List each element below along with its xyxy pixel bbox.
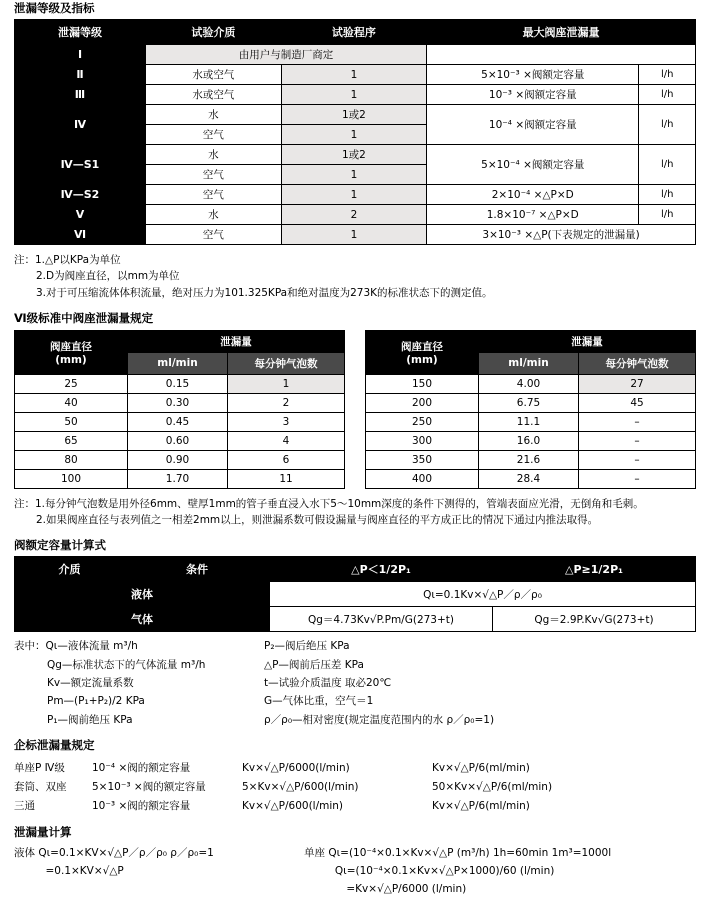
cell-formula-lmin: 5×Kv×√△P/600(l/min) — [242, 781, 359, 794]
header-medium: 试验介质 — [146, 20, 282, 45]
cell-type: 套筒、双座 — [14, 781, 67, 794]
cell-diameter: 300 — [366, 431, 479, 450]
header-condition: 条件 — [125, 557, 270, 582]
cell-bubbles: 4 — [228, 431, 345, 450]
cell-leak: 10⁻⁴ ×阀额定容量 — [427, 105, 639, 145]
cell-mlmin: 0.15 — [128, 374, 228, 393]
leak-calc-right: 单座 Qι=(10⁻⁴×0.1×Kv×√△P (m³/h) 1h=60min 1m³=1000l — [304, 846, 612, 859]
leak-calc-left: 液体 Qι=0.1×KV×√△P／ρ／ρ₀ ρ／ρ₀=1 — [14, 846, 214, 859]
legend-item: t—试验介质温度 取必20℃ — [264, 677, 392, 690]
cell-formula-mlmin: 50×Kv×√△P/6(ml/min) — [432, 781, 553, 794]
note-line: 注：1.△P以KPa为单位 — [14, 254, 121, 266]
header-bubbles: 每分钟气泡数 — [228, 352, 345, 374]
cell-unit: l/h — [639, 85, 696, 105]
legend-column-left — [14, 637, 264, 729]
cell-mlmin: 21.6 — [479, 450, 579, 469]
legend-title-row — [14, 637, 264, 655]
legend-item-row — [14, 656, 264, 674]
cell-diameter: 350 — [366, 450, 479, 469]
cell-procedure: 2 — [281, 205, 426, 225]
cell-diameter: 250 — [366, 412, 479, 431]
cell-formula-lmin: Kv×√△P/6000(l/min) — [242, 762, 350, 775]
leak-calc-right: =Kv×√△P/6000 (l/min) — [346, 882, 467, 895]
cell-mlmin: 16.0 — [479, 431, 579, 450]
cell-mlmin: 6.75 — [479, 393, 579, 412]
leak-calc-block — [14, 845, 710, 898]
legend-item: G—气体比重，空气＝1 — [264, 695, 374, 708]
cell-mlmin: 1.70 — [128, 469, 228, 488]
cell-diameter: 400 — [366, 469, 479, 488]
legend-item: ρ／ρ₀—相对密度(规定温度范围内的水 ρ／ρ₀=1) — [264, 713, 495, 726]
table-row — [15, 450, 345, 469]
seat-leak-tables — [14, 330, 710, 489]
cell-medium: 空气 — [146, 185, 282, 205]
cell-liquid-label: 液体 — [15, 582, 270, 607]
table-header-row — [15, 330, 345, 352]
table-row — [366, 412, 696, 431]
table-row — [15, 374, 345, 393]
cell-diameter: 150 — [366, 374, 479, 393]
table-header-row — [366, 330, 696, 352]
header-medium: 介质 — [15, 557, 125, 582]
header-dp-less: △P＜1/2P₁ — [270, 557, 493, 582]
cell-unit: l/h — [639, 205, 696, 225]
cell-level: Ⅴ — [15, 205, 146, 225]
cell-coefficient: 5×10⁻³ ×阀的额定容量 — [92, 781, 206, 794]
cell-medium: 水或空气 — [146, 85, 282, 105]
table-row — [366, 450, 696, 469]
table-header-row — [15, 557, 696, 582]
cell-bubbles: 27 — [579, 374, 696, 393]
header-level: 泄漏等级 — [15, 20, 146, 45]
legend-column-right — [264, 637, 684, 729]
cell-mlmin: 0.90 — [128, 450, 228, 469]
legend-block — [14, 637, 710, 729]
leak-calc-row — [14, 863, 710, 881]
cell-leak: 2×10⁻⁴ ×△P×D — [427, 185, 639, 205]
table-row — [366, 393, 696, 412]
table-header-row — [15, 20, 696, 45]
section-title-enterprise-leak: 企标泄漏量规定 — [14, 738, 95, 753]
table-row — [15, 469, 345, 488]
section-title-leak-calc: 泄漏量计算 — [14, 824, 72, 839]
cell-procedure: 1 — [281, 185, 426, 205]
cell-gas-label: 气体 — [15, 607, 270, 632]
cell-bubbles: – — [579, 431, 696, 450]
enterprise-row — [14, 797, 710, 816]
table-row — [15, 145, 696, 165]
header-seat-diameter: 阀座直径 (mm) — [15, 330, 128, 374]
cell-procedure: 1 — [281, 125, 426, 145]
cell-leak: 3×10⁻³ ×△P(下表规定的泄漏量) — [427, 225, 696, 245]
cell-procedure: 1 — [281, 165, 426, 185]
table-row — [366, 374, 696, 393]
cell-level: Ⅱ — [15, 65, 146, 85]
cell-level: Ⅰ — [15, 45, 146, 65]
table-row — [15, 185, 696, 205]
table-row — [15, 431, 345, 450]
cell-unit: l/h — [639, 65, 696, 85]
cell-diameter: 65 — [15, 431, 128, 450]
section-title-capacity-formula: 阀额定容量计算式 — [14, 538, 106, 553]
cell-mlmin: 28.4 — [479, 469, 579, 488]
cell-bubbles: 3 — [228, 412, 345, 431]
cell-medium: 空气 — [146, 125, 282, 145]
leak-calc-row — [14, 845, 710, 863]
cell-bubbles: 11 — [228, 469, 345, 488]
cell-bubbles: 45 — [579, 393, 696, 412]
capacity-formula-table — [14, 556, 696, 632]
leak-calc-row — [14, 881, 710, 898]
cell-medium: 水 — [146, 145, 282, 165]
table-row — [15, 65, 696, 85]
legend-item: P₂—阀后绝压 KPa — [264, 640, 350, 653]
table-row — [15, 393, 345, 412]
legend-item: Qι—液体流量 m³/h — [45, 640, 138, 653]
cell-diameter: 200 — [366, 393, 479, 412]
cell-mlmin: 11.1 — [479, 412, 579, 431]
cell-bubbles: – — [579, 412, 696, 431]
cell-diameter: 50 — [15, 412, 128, 431]
table-row — [366, 431, 696, 450]
seat-leak-table-left — [14, 330, 345, 489]
table-row — [15, 225, 696, 245]
header-leak-amount: 泄漏量 — [128, 330, 345, 352]
header-leak-amount: 泄漏量 — [479, 330, 696, 352]
cell-bubbles: 6 — [228, 450, 345, 469]
legend-item-row — [14, 711, 264, 729]
header-procedure: 试验程序 — [281, 20, 426, 45]
leak-calc-spacer — [14, 881, 284, 898]
enterprise-row — [14, 778, 710, 797]
legend-item: Kv—额定流量系数 — [47, 677, 134, 690]
header-max-leak: 最大阀座泄漏量 — [427, 20, 696, 45]
cell-level: Ⅳ—S1 — [15, 145, 146, 185]
cell-bubbles: – — [579, 450, 696, 469]
legend-item: Pm—(P₁+P₂)/2 KPa — [47, 695, 145, 708]
cell-bubbles: – — [579, 469, 696, 488]
cell-gas-formula-right: Qg＝2.9P.Kv√G(273+t) — [493, 607, 696, 632]
cell-formula-mlmin: Kv×√△P/6(ml/min) — [432, 799, 530, 812]
header-dp-greater: △P≥1/2P₁ — [493, 557, 696, 582]
cell-coefficient: 10⁻⁴ ×阀的额定容量 — [92, 762, 191, 775]
leak-calc-left: =0.1×KV×√△P — [14, 864, 124, 877]
table-row — [15, 85, 696, 105]
cell-level: Ⅳ—S2 — [15, 185, 146, 205]
cell-formula-mlmin: Kv×√△P/6(ml/min) — [432, 762, 530, 775]
table-row — [15, 412, 345, 431]
legend-item: P₁—阀前绝压 KPa — [47, 713, 133, 726]
cell-leak: 5×10⁻⁴ ×阀额定容量 — [427, 145, 639, 185]
cell-unit: l/h — [639, 145, 696, 185]
enterprise-row — [14, 759, 710, 778]
cell-unit: l/h — [639, 185, 696, 205]
header-ml-min: ml/min — [128, 352, 228, 374]
section-title-leakage-grades: 泄漏等级及指标 — [14, 1, 95, 15]
note-line: 2.D为阀座直径，以mm为单位 — [36, 270, 180, 283]
cell-medium: 空气 — [146, 225, 282, 245]
cell-type: 单座P Ⅳ级 — [14, 762, 65, 775]
cell-diameter: 25 — [15, 374, 128, 393]
cell-unit: l/h — [639, 105, 696, 145]
cell-formula-lmin: Kv×√△P/600(l/min) — [242, 799, 344, 812]
cell-mlmin: 0.30 — [128, 393, 228, 412]
cell-mlmin: 4.00 — [479, 374, 579, 393]
cell-leak: 5×10⁻³ ×阀额定容量 — [427, 65, 639, 85]
leakage-grade-table — [14, 19, 696, 245]
header-seat-diameter: 阀座直径 (mm) — [366, 330, 479, 374]
cell-medium: 水或空气 — [146, 65, 282, 85]
notes-block-1 — [14, 252, 710, 301]
cell-procedure: 1或2 — [281, 145, 426, 165]
table-row — [15, 105, 696, 125]
cell-mlmin: 0.60 — [128, 431, 228, 450]
table-row — [15, 582, 696, 607]
note-line: 3.对于可压缩流体体积流量，绝对压力为101.325KPa和绝对温度为273K的标准状态下的测定值。 — [36, 286, 493, 299]
cell-level: Ⅳ — [15, 105, 146, 145]
cell-procedure: 1或2 — [281, 105, 426, 125]
legend-item: △P—阀前后压差 KPa — [264, 658, 364, 671]
header-ml-min: ml/min — [479, 352, 579, 374]
cell-type: 三通 — [14, 799, 35, 812]
cell-empty — [427, 45, 696, 65]
cell-diameter: 100 — [15, 469, 128, 488]
cell-level: Ⅵ — [15, 225, 146, 245]
table-row — [15, 45, 696, 65]
cell-note-custom: 由用户与制造厂商定 — [146, 45, 427, 65]
table-row — [15, 607, 696, 632]
cell-bubbles: 1 — [228, 374, 345, 393]
cell-mlmin: 0.45 — [128, 412, 228, 431]
cell-coefficient: 10⁻³ ×阀的额定容量 — [92, 799, 191, 812]
header-bubbles: 每分钟气泡数 — [579, 352, 696, 374]
cell-gas-formula-left: Qg＝4.73Kv√P.Pm/G(273+t) — [270, 607, 493, 632]
cell-medium: 水 — [146, 205, 282, 225]
table-row — [15, 205, 696, 225]
legend-item: Qg—标准状态下的气体流量 m³/h — [47, 658, 206, 671]
cell-procedure: 1 — [281, 65, 426, 85]
cell-leak: 10⁻³ ×阀额定容量 — [427, 85, 639, 105]
note-line: 注：1.每分钟气泡数是用外径6mm、壁厚1mm的管子垂直浸入水下5～10mm深度的条件下测得的，管端表面应光滑，无倒角和毛刺。 — [14, 497, 644, 510]
leak-calc-right: Qι=(10⁻⁴×0.1×Kv×√△P×1000)/60 (l/min) — [334, 864, 555, 877]
seat-leak-table-right — [365, 330, 696, 489]
legend-item-row — [14, 674, 264, 692]
cell-procedure: 1 — [281, 225, 426, 245]
legend-title: 表中： — [14, 640, 46, 653]
note-line: 2.如果阀座直径与表列值之一相差2mm以上，则泄漏系数可假设漏量与阀座直径的平方成正比的情况下通过内推法取得。 — [36, 514, 599, 527]
cell-liquid-formula: Qι=0.1Kv×√△P／ρ／ρ₀ — [270, 582, 696, 607]
cell-procedure: 1 — [281, 85, 426, 105]
notes-block-2 — [14, 496, 710, 529]
cell-bubbles: 2 — [228, 393, 345, 412]
cell-diameter: 40 — [15, 393, 128, 412]
cell-medium: 空气 — [146, 165, 282, 185]
enterprise-leak-block — [14, 759, 710, 816]
table-row — [366, 469, 696, 488]
legend-item-row — [14, 692, 264, 710]
cell-diameter: 80 — [15, 450, 128, 469]
cell-level: Ⅲ — [15, 85, 146, 105]
cell-leak: 1.8×10⁻⁷ ×△P×D — [427, 205, 639, 225]
section-title-grade6: Ⅵ级标准中阀座泄漏量规定 — [14, 310, 154, 325]
cell-medium: 水 — [146, 105, 282, 125]
